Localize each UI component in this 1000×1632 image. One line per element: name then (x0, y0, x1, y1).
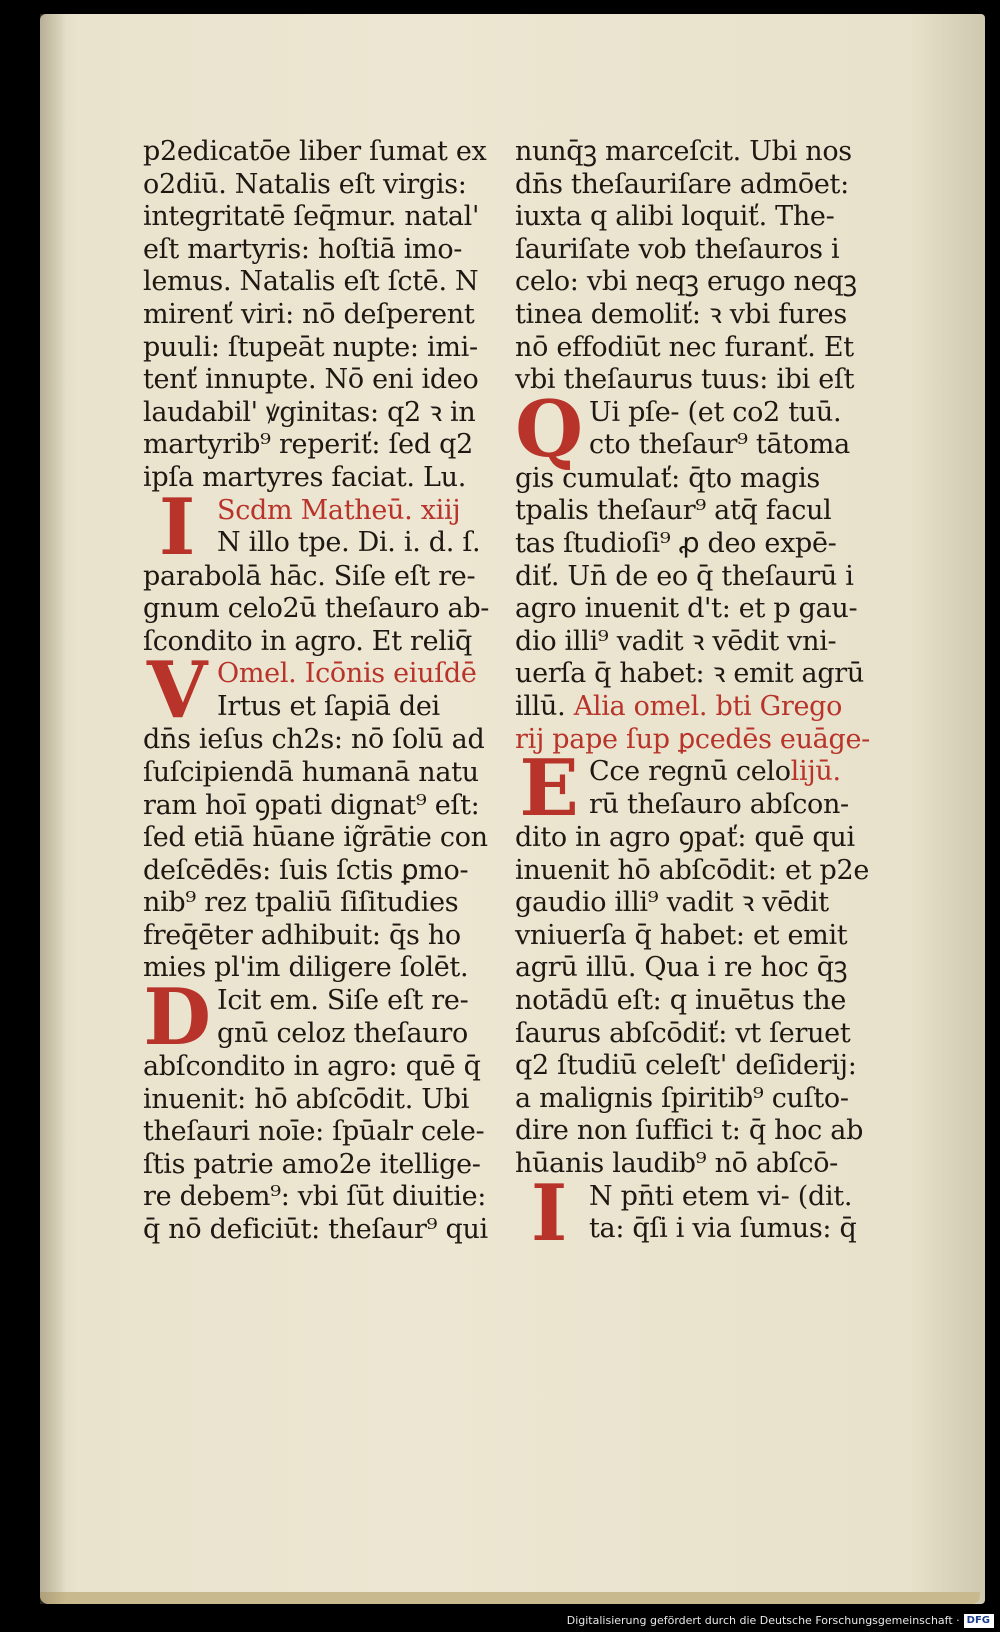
text-line: parabolā hāc. Siſe eſt re- (143, 560, 476, 592)
text-line: ſuſcipiendā humanā natu (143, 756, 479, 788)
rubric-heading: rij pape ſup ꝑcedēs euāge- (515, 723, 870, 755)
drop-initial: V (146, 645, 208, 737)
drop-block-3 (143, 972, 523, 1064)
drop-block-2 (143, 645, 523, 737)
drop-block-1 (515, 383, 895, 475)
text-line: gaudio illi⁹ vadit ꝛ vēdit (515, 887, 829, 919)
text-line: ipſa martyres faciat. Lu. (143, 461, 466, 493)
text-line: gnum celo2ū theſauro ab- (143, 593, 490, 625)
text-line: ſaurus abſcōdiť: vt ſeruet (515, 1017, 851, 1049)
text-line: notādū eſt: q inuētus the (515, 985, 847, 1017)
text-line: vniuerſa q̄ habet: et emit (515, 919, 848, 951)
text-line: inuenit: hō abſcōdit. Ubi (143, 1083, 470, 1115)
text-line: uerſa q̄ habet: ꝛ emit agrū (515, 658, 864, 690)
left-lines-a (143, 136, 523, 495)
text-line: a malignis ſpiritib⁹ cuſto- (515, 1082, 849, 1114)
page-edge (40, 1592, 980, 1604)
text-line: q2 ſtudiū celeſt' deſiderij: (515, 1050, 857, 1082)
text-line: agrū illū. Qua i re hoc q̄ꝫ (515, 952, 848, 984)
text-line: tenť innupte. Nō eni ideo (143, 364, 479, 396)
text-line: vbi theſaurus tuus: ibi eſt (515, 364, 855, 396)
text-line: abſcondito in agro: quē q̄ (143, 1051, 481, 1083)
drop-initial: E (519, 743, 579, 835)
text-line: celo: vbi neqꝫ erugo neqꝫ (515, 266, 857, 298)
text-line: agro inuenit d't: et p gau- (515, 593, 858, 625)
text-line: Irtus et ſapiā dei (217, 690, 440, 722)
right-lines-b (515, 463, 895, 691)
rubric-heading: Omel. Icōnis eiuſdē (217, 658, 477, 690)
text-line: cto theſaur⁹ tātoma (589, 429, 850, 461)
drop-initial: D (143, 972, 211, 1064)
text-line: q̄ nō deficiūt: theſaur⁹ qui (143, 1214, 488, 1246)
text-line: ſcondito in agro. Et reliq̄ (143, 625, 472, 657)
text-line: dio illi⁹ vadit ꝛ vēdit vni- (515, 625, 837, 657)
rubric-span: lijū. (790, 756, 841, 788)
drop-block-1 (143, 481, 523, 573)
text-line: nib⁹ rez tpaliū ſiſitudies (143, 887, 459, 919)
text-line: nunq̄ꝫ marceſcit. Ubi nos (515, 136, 852, 167)
rubric-heading: Alia omel. bti Grego (573, 690, 843, 722)
drop-initial: I (530, 1167, 568, 1259)
left-lines-c (143, 724, 523, 985)
text-line: Icit em. Siſe eſt re- (217, 985, 469, 1017)
text-line: ſauriſate vob theſauros i (515, 233, 840, 265)
text-line: nō effodiūt nec furanť. Et (515, 331, 854, 363)
text-line: hūanis laudib⁹ nō abſcō- (515, 1148, 838, 1180)
text-line: iuxta q alibi loquiť. The- (515, 201, 835, 233)
text-line: lemus. Natalis eſt ſctē. N (143, 266, 479, 298)
text-line: deſcēdēs: ſuis ſctis ꝑmo- (143, 854, 469, 886)
text-span: illū. (515, 690, 566, 722)
text-line: diť. Un̄ de eo q̄ theſaurū i (515, 560, 854, 592)
text-line: gis cumulať: q̄to magis (515, 462, 820, 494)
text-line: theſauri noīe: ſpūalr cele- (143, 1116, 485, 1148)
right-lines-c (515, 822, 895, 1181)
text-line: freq̄ēter adhibuit: q̄s ho (143, 919, 461, 951)
text-line: Ui pſe- (et co2 tuū. (589, 396, 842, 428)
drop-initial: Q (515, 383, 583, 475)
text-line: dn̄s theſauriſare admōet: (515, 168, 849, 200)
footer-credit: Digitalisierung gefördert durch die Deutsche Forschungsgemeinschaft · (566, 1614, 960, 1627)
text-line: N pn̄ti etem vi- (dit. (589, 1180, 853, 1212)
mixed-line (515, 691, 895, 724)
digitization-footer (0, 1610, 1000, 1632)
drop-block-3 (515, 1167, 895, 1259)
text-line: N illo tpe. Di. i. d. ſ. (217, 527, 481, 559)
text-line: dire non ſuffici t: q̄ hoc ab (515, 1115, 864, 1147)
text-line: tpalis theſaur⁹ atq̄ facul (515, 495, 832, 527)
text-line: rū theſauro abſcon- (589, 788, 849, 820)
left-column (143, 136, 523, 1247)
text-line: laudabil' ꝟginitas: q2 ꝛ in (143, 396, 476, 428)
text-span: Cce regnū celo (589, 756, 791, 788)
text-line: o2diū. Natalis eſt virgis: (143, 168, 467, 200)
text-line: puuli: ſtupeāt nupte: imi- (143, 331, 478, 363)
text-line: tinea demoliť: ꝛ vbi fures (515, 298, 847, 330)
text-line: eſt martyris: hoſtiā imo- (143, 233, 463, 265)
right-lines-a (515, 136, 895, 397)
rubric-heading: Scdm Matheū. xiij (217, 494, 461, 526)
text-line: re debem⁹: vbi ſūt diuitie: (143, 1181, 487, 1213)
text-line: mies pl'im diligere ſolēt. (143, 952, 469, 984)
text-line: martyrib⁹ reperiť: ſed q2 (143, 429, 473, 461)
dfg-logo: DFG (964, 1614, 994, 1628)
text-line: ram hoī ꝯpati dignat⁹ eſt: (143, 789, 480, 821)
drop-block-2 (515, 743, 895, 835)
text-line: inuenit hō abſcōdit: et p2e (515, 854, 870, 886)
left-lines-b (143, 561, 523, 659)
text-line: ta: q̄ſi i via ſumus: q̄ (589, 1213, 857, 1245)
right-column (515, 136, 895, 1259)
text-line: ſtis patrie amo2e itellige- (143, 1148, 481, 1180)
text-line: dn̄s ieſus ch2s: nō ſolū ad (143, 724, 485, 756)
left-lines-d (143, 1051, 523, 1247)
drop-initial: I (158, 481, 196, 573)
text-line: gnū celoz theſauro (217, 1017, 468, 1049)
text-line: dito in agro ꝯpať: quē qui (515, 822, 855, 854)
text-line: mirenť viri: nō deſperent (143, 298, 475, 330)
spine-shadow (40, 14, 66, 1604)
text-line: ſed etiā hūane ig̃rātie con (143, 822, 488, 854)
text-line: p2edicatōe liber ſumat ex (143, 136, 487, 167)
text-line: tas ſtudioſi⁹ ꝓ deo expē- (515, 527, 837, 559)
text-line: integritatē ſeq̄mur. natal' (143, 201, 480, 233)
